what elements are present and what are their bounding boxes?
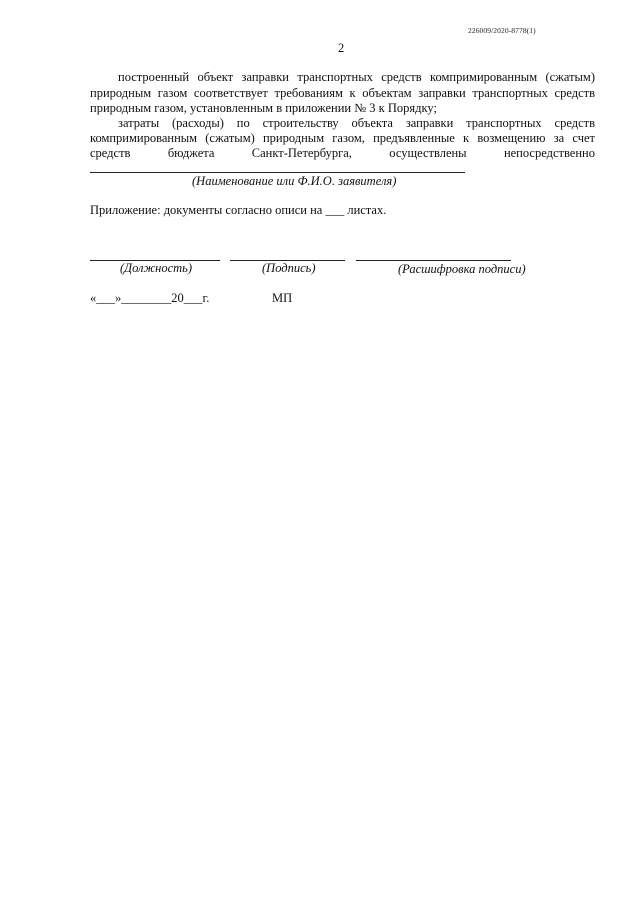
applicant-name-line (90, 172, 465, 173)
paragraph-2-line-1: затраты (расходы) по строительству объекта заправки транспортных средств (118, 116, 595, 130)
date-field: «___»________20___г. (90, 291, 210, 305)
applicant-caption: (Наименование или Ф.И.О. заявителя) (192, 174, 397, 188)
decoding-caption: (Расшифровка подписи) (398, 262, 526, 276)
paragraph-1-line-1: построенный объект заправки транспортных средств компримированным (сжатым) (118, 70, 595, 84)
signature-caption: (Подпись) (262, 261, 316, 275)
paragraph-1-line-2: природным газом соответствует требованиям к объектам заправки транспортных средств (90, 86, 595, 100)
paragraph-2-line-2: компримированным (сжатым) природным газом, предъявленные к возмещению за счет (90, 131, 595, 145)
document-id: 226009/2020-8778(1) (468, 26, 536, 35)
paragraph-2-line-3: средств бюджета Санкт-Петербурга, осуществлены непосредственно (90, 146, 595, 160)
paragraph-1-line-3: природным газом, установленным в приложении № 3 к Порядку; (90, 101, 437, 115)
position-caption: (Должность) (120, 261, 193, 275)
attachment-text: Приложение: документы согласно описи на ___ листах. (90, 203, 387, 217)
decoding-line (356, 260, 511, 261)
page-number: 2 (338, 41, 345, 55)
stamp-placeholder: МП (272, 291, 293, 305)
